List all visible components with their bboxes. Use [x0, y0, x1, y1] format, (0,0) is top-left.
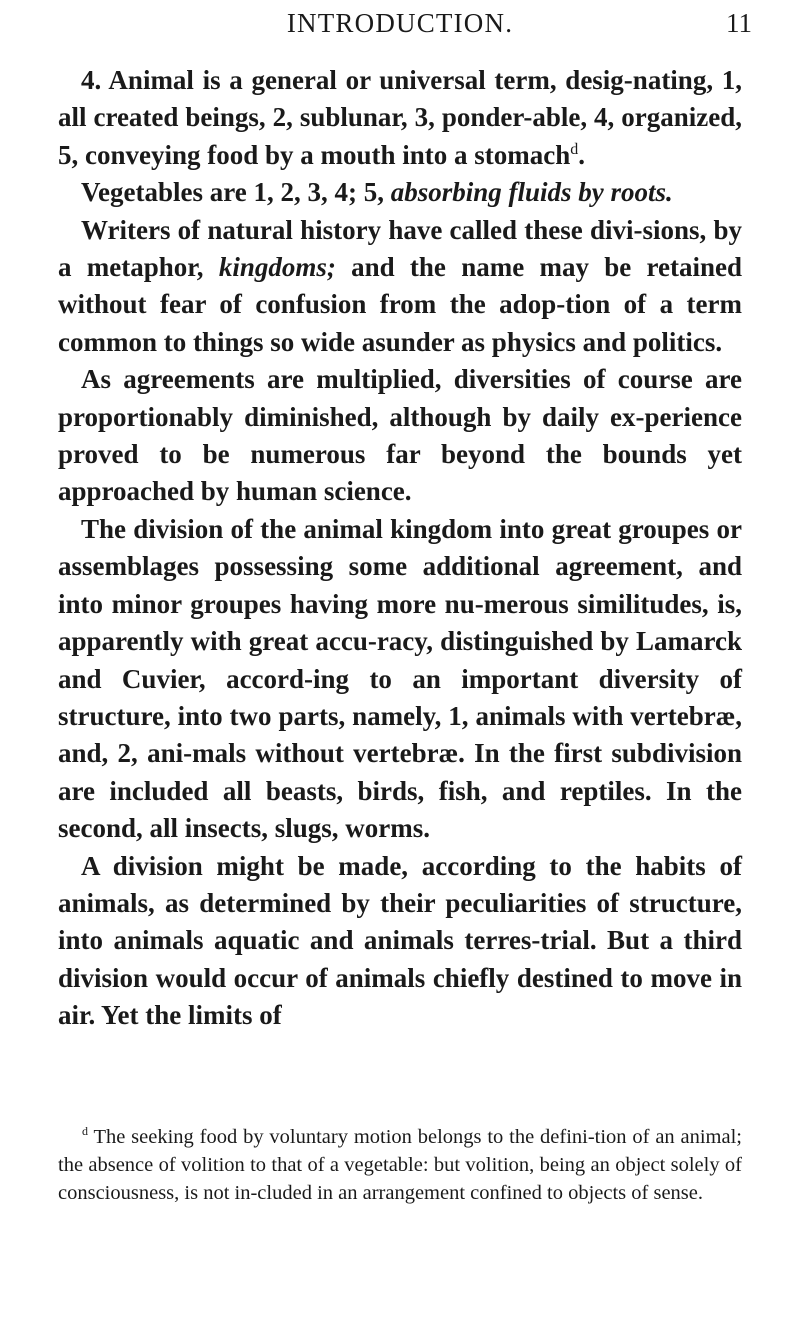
footnote-d	[58, 1123, 742, 1207]
page-number: 11	[726, 8, 752, 38]
paragraph-division-vertebrae	[58, 511, 742, 848]
paragraph-text: Vegetables are 1, 2, 3, 4; 5,	[81, 177, 391, 208]
paragraph-text: A division might be made, according to the habits of animals, as determined by their peculiarities of structure, into animals aquatic and animals terres-trial. But a third division would occur of animals chiefly destined to move in air. Yet the limits of	[58, 850, 742, 1031]
paragraph-text: Writers of natural history have called these divi-sions, by a metaphor,	[58, 214, 742, 283]
footnote-mark: d	[82, 1124, 88, 1139]
paragraph-division-habits	[58, 848, 742, 1035]
footnotes	[58, 1123, 742, 1207]
body-text	[58, 62, 742, 1035]
italic-phrase: kingdoms;	[218, 252, 336, 283]
footnote-reference: d	[570, 140, 579, 158]
paragraph-animal-definition	[58, 62, 742, 174]
paragraph-end: .	[578, 139, 586, 170]
running-head: INTRODUCTION.	[286, 8, 514, 38]
paragraph-text: The division of the animal kingdom into great groupes or assemblages possessing some additional agreement, and into minor groupes having more nu-merous similitudes, is, apparently with great accu-racy, distinguished by Lamarck and Cuvier, accord-ing to an important diversity of structure, into two parts, namely, 1, animals with vertebræ, and, 2, ani-mals without vertebræ. In the first subdivision are included all beasts, birds, fish, and reptiles. In the second, all insects, slugs, worms.	[58, 513, 742, 844]
paragraph-kingdoms	[58, 212, 742, 362]
paragraph-text-continued: and the name may be retained without fear of confusion from the adop-tion of a term common to things so wide asunder as physics and politics.	[58, 252, 742, 357]
paragraph-text: 4. Animal is a general or universal term, desig-nating, 1, all created beings, 2, sublunar, 3, ponder-able, 4, organized, 5, conveying food by a mouth into a stomach	[58, 65, 742, 170]
italic-phrase: absorbing fluids by roots.	[390, 177, 673, 208]
paragraph-text: As agreements are multiplied, diversities of course are proportionably diminished, although by daily ex-perience proved to be numerous far beyond the bounds yet approached by human science.	[58, 364, 742, 507]
paragraph-agreements	[58, 361, 742, 511]
footnote-text: The seeking food by voluntary motion belongs to the defini-tion of an animal; the absence of volition to that of a vegetable: but volition, being an object solely of consciousness, is not in-cluded in an arrangement confined to objects of sense.	[58, 1126, 742, 1204]
page-header	[0, 8, 800, 48]
paragraph-vegetables	[58, 174, 742, 211]
